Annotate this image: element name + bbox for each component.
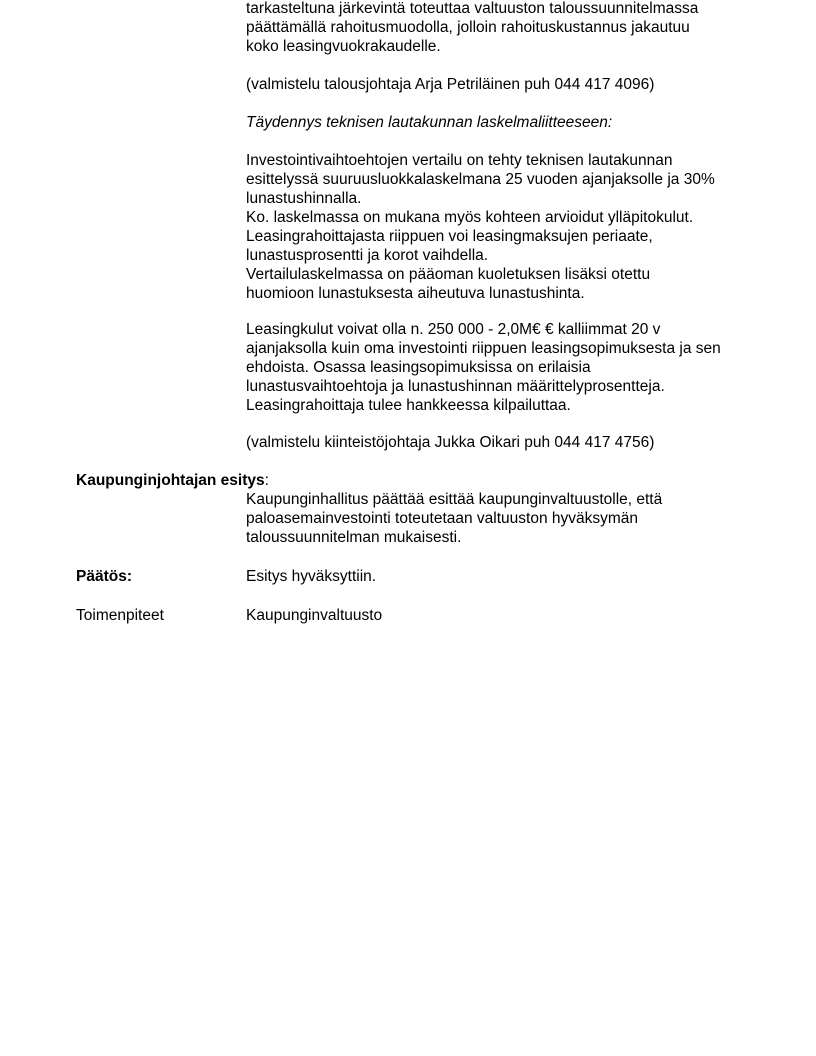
comparison-line: huomioon lunastuksesta aiheutuva lunastushinta. xyxy=(246,285,585,302)
preparer-note-finance xyxy=(246,75,766,94)
comparison-line: Leasingrahoittajasta riippuen voi leasingmaksujen periaate, xyxy=(246,228,653,245)
proposal-label xyxy=(76,471,269,490)
intro-line: koko leasingvuokrakaudelle. xyxy=(246,38,441,55)
costs-paragraph xyxy=(246,320,766,415)
costs-line: lunastusvaihtoehtoja ja lunastushinnan määrittelyprosentteja. xyxy=(246,378,665,395)
preparer-note-text: (valmistelu kiinteistöjohtaja Jukka Oikari puh 044 417 4756) xyxy=(246,434,655,451)
costs-line: Leasingkulut voivat olla n. 250 000 - 2,0M€ € kalliimmat 20 v xyxy=(246,321,661,338)
preparer-note-property xyxy=(246,433,766,452)
actions-label: Toimenpiteet xyxy=(76,607,164,624)
comparison-line: Ko. laskelmassa on mukana myös kohteen arvioidut ylläpitokulut. xyxy=(246,209,694,226)
preparer-note-text: (valmistelu talousjohtaja Arja Petriläinen puh 044 417 4096) xyxy=(246,76,655,93)
supplement-heading xyxy=(246,113,766,132)
comparison-line: lunastushinnalla. xyxy=(246,190,362,207)
costs-line: Leasingrahoittaja tulee hankkeessa kilpailuttaa. xyxy=(246,397,571,414)
proposal-line: taloussuunnitelman mukaisesti. xyxy=(246,529,462,546)
proposal-line: paloasemainvestointi toteutetaan valtuuston hyväksymän xyxy=(246,510,639,527)
actions-text xyxy=(246,606,766,625)
costs-line: ehdoista. Osassa leasingsopimuksissa on erilaisia xyxy=(246,359,591,376)
intro-line: tarkasteltuna järkevintä toteuttaa valtuuston taloussuunnitelmassa xyxy=(246,0,699,17)
actions-text-line: Kaupunginvaltuusto xyxy=(246,607,383,624)
proposal-paragraph xyxy=(246,490,766,547)
comparison-line: Vertailulaskelmassa on pääoman kuoletuksen lisäksi otettu xyxy=(246,266,651,283)
comparison-line: lunastusprosentti ja korot vaihdella. xyxy=(246,247,489,264)
proposal-label-colon: : xyxy=(264,472,269,489)
proposal-line: Kaupunginhallitus päättää esittää kaupunginvaltuustolle, että xyxy=(246,491,663,508)
decision-text-line: Esitys hyväksyttiin. xyxy=(246,568,377,585)
intro-paragraph xyxy=(246,0,766,56)
supplement-heading-text: Täydennys teknisen lautakunnan laskelmaliitteeseen: xyxy=(246,114,613,131)
costs-line: ajanjaksolla kuin oma investointi riippuen leasingsopimuksesta ja sen xyxy=(246,340,721,357)
comparison-line: esittelyssä suuruusluokkalaskelmana 25 vuoden ajanjaksolle ja 30% xyxy=(246,171,715,188)
comparison-paragraph xyxy=(246,151,766,303)
decision-text xyxy=(246,567,766,586)
comparison-line: Investointivaihtoehtojen vertailu on tehty teknisen lautakunnan xyxy=(246,152,673,169)
decision-label: Päätös: xyxy=(76,568,132,585)
intro-line: päättämällä rahoitusmuodolla, jolloin rahoituskustannus jakautuu xyxy=(246,19,690,36)
proposal-label-text: Kaupunginjohtajan esitys xyxy=(76,472,265,489)
